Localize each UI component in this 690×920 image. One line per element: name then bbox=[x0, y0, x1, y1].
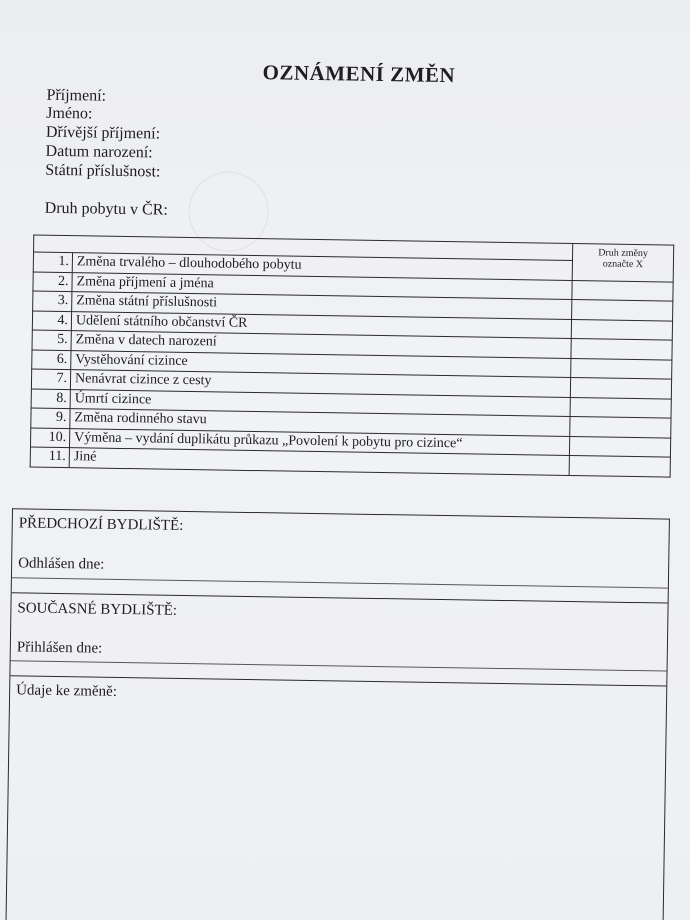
change-type-label: Změna v datech narození bbox=[71, 331, 571, 358]
citizenship-label: Státní příslušnost: bbox=[45, 161, 161, 181]
row-number: 1. bbox=[33, 252, 72, 272]
change-type-label: Nenávrat cizince z cesty bbox=[70, 370, 570, 397]
change-mark-cell[interactable] bbox=[570, 397, 671, 418]
change-type-label: Výměna – vydání duplikátu průkazu „Povolení k pobytu pro cizince“ bbox=[69, 428, 569, 455]
change-type-label: Úmrtí cizince bbox=[70, 389, 570, 416]
change-type-table bbox=[30, 235, 675, 478]
change-mark-cell[interactable] bbox=[572, 300, 673, 321]
first-name-label: Jméno: bbox=[46, 104, 93, 123]
row-number: 6. bbox=[32, 350, 71, 370]
change-type-label: Změna příjmení a jména bbox=[72, 272, 572, 299]
change-type-label: Změna trvalého – dlouhodobého pobytu bbox=[72, 253, 572, 280]
previous-address-label: PŘEDCHOZÍ BYDLIŠTĚ: bbox=[18, 515, 184, 534]
change-mark-cell[interactable] bbox=[572, 280, 673, 301]
row-number: 4. bbox=[32, 311, 71, 331]
change-mark-cell[interactable] bbox=[570, 417, 671, 438]
current-address-label: SOUČASNÉ BYDLIŠTĚ: bbox=[17, 600, 178, 619]
change-mark-cell[interactable] bbox=[569, 436, 670, 457]
row-number: 2. bbox=[33, 272, 72, 292]
deregistered-on-label: Odhlášen dne: bbox=[18, 555, 105, 573]
row-number: 8. bbox=[31, 389, 70, 409]
row-number: 11. bbox=[30, 447, 69, 467]
residence-type-label: Druh pobytu v ČR: bbox=[44, 199, 168, 219]
row-number: 7. bbox=[31, 369, 70, 389]
change-type-label: Vystěhování cizince bbox=[71, 350, 571, 377]
mark-header-line2: označte X bbox=[602, 258, 644, 271]
change-mark-cell[interactable] bbox=[571, 339, 672, 360]
form-title: OZNÁMENÍ ZMĚN bbox=[262, 60, 456, 88]
change-mark-cell[interactable] bbox=[571, 358, 672, 379]
change-type-label: Udělení státního občanství ČR bbox=[71, 311, 571, 338]
row-number: 9. bbox=[31, 408, 70, 428]
change-details-label: Údaje ke změně: bbox=[16, 682, 118, 700]
change-mark-cell[interactable] bbox=[570, 378, 671, 399]
change-mark-cell[interactable] bbox=[569, 456, 670, 477]
row-number: 10. bbox=[30, 428, 69, 448]
previous-surname-label: Dřívější příjmení: bbox=[45, 123, 161, 143]
address-section bbox=[5, 508, 670, 920]
registered-on-label: Přihlášen dne: bbox=[16, 639, 103, 657]
header-blank-cell bbox=[34, 235, 73, 253]
change-type-label: Změna rodinného stavu bbox=[70, 409, 570, 436]
change-type-label: Jiné bbox=[69, 448, 569, 475]
row-number: 3. bbox=[33, 291, 72, 311]
change-mark-cell[interactable] bbox=[571, 319, 672, 340]
mark-header-line1: Druh změny bbox=[598, 247, 649, 260]
registered-on-line bbox=[11, 660, 667, 671]
mark-column-header bbox=[572, 244, 674, 282]
change-type-label: Změna státní příslušnosti bbox=[72, 292, 572, 319]
birth-date-label: Datum narození: bbox=[45, 142, 153, 162]
deregistered-on-line bbox=[12, 577, 668, 588]
row-number: 5. bbox=[32, 330, 71, 350]
surname-label: Příjmení: bbox=[46, 86, 107, 105]
